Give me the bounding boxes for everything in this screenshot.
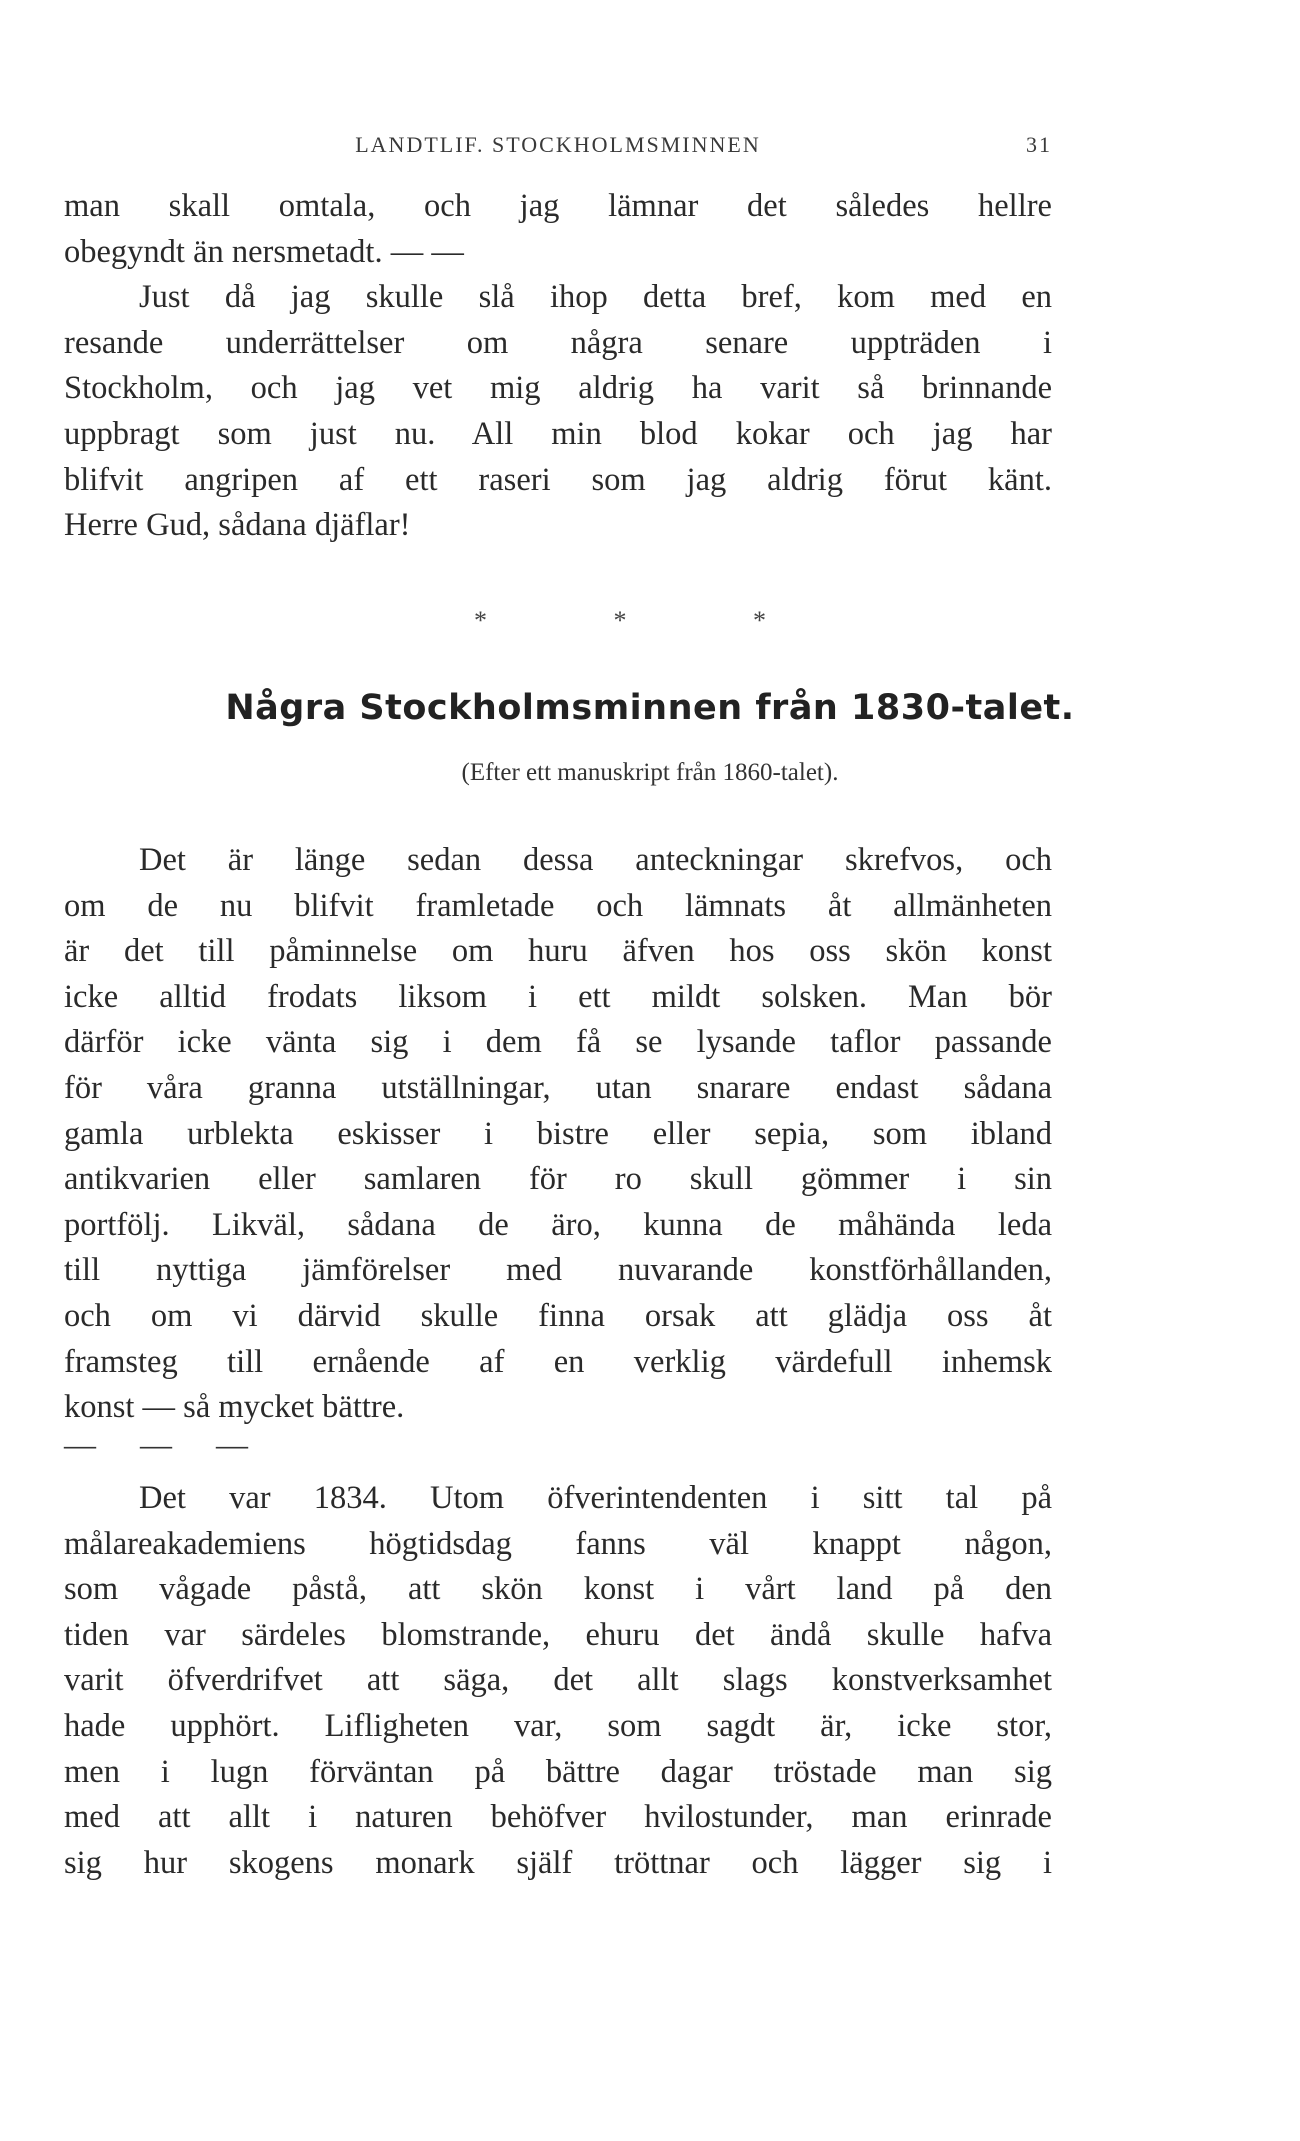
running-head-title: LANDTLIF. STOCKHOLMSMINNEN [355,132,761,157]
section-stars: * * * [474,606,826,635]
text-line: icke alltid frodats liksom i ett mildt solsken. Man bör [64,978,1052,1015]
text-block-2 [64,838,1052,1431]
section-heading: Några Stockholmsminnen från 1830-talet. [225,688,1075,728]
text-line: blifvit angripen af ett raseri som jag aldrig förut känt. [64,461,1052,498]
text-line: framsteg till ernående af en verklig värdefull inhemsk [64,1343,1052,1380]
text-line: Det är länge sedan dessa anteckningar skrefvos, och [139,842,1052,878]
text-line: om de nu blifvit framletade och lämnats åt allmänheten [64,887,1052,924]
text-line: obegyndt än nersmetadt. — — [64,233,464,270]
text-line: gamla urblekta eskisser i bistre eller sepia, som ibland [64,1115,1052,1152]
text-line: varit öfverdrifvet att säga, det allt slags konstverksamhet [64,1662,1052,1699]
text-block-3 [64,1476,1052,1886]
text-line: hade upphört. Lifligheten var, som sagdt är, icke stor, [64,1707,1052,1744]
text-line: tiden var särdeles blomstrande, ehuru det ändå skulle hafva [64,1616,1052,1653]
text-line: resande underrättelser om några senare uppträden i [64,324,1052,361]
text-line: uppbragt som just nu. All min blod kokar och jag har [64,415,1052,452]
text-line: Herre Gud, sådana djäflar! [64,507,411,544]
text-line: är det till påminnelse om huru äfven hos oss skön konst [64,933,1052,970]
running-head [64,132,1052,172]
text-line: Det var 1834. Utom öfverintendenten i sitt tal på [139,1480,1052,1516]
text-line: konst — så mycket bättre. [64,1389,405,1426]
text-line: men i lugn förväntan på bättre dagar tröstade man sig [64,1753,1052,1790]
page-number: 31 [1026,132,1052,157]
text-line: man skall omtala, och jag lämnar det således hellre [64,188,1052,224]
text-line: till nyttiga jämförelser med nuvarande konstförhållanden, [64,1252,1052,1289]
text-line: sig hur skogens monark själf tröttnar och lägger sig i [64,1844,1052,1881]
section-subheading: (Efter ett manuskript från 1860-talet). [461,759,839,786]
text-line: med att allt i naturen behöfver hvilostunder, man erinrade [64,1799,1052,1836]
text-line: portfölj. Likväl, sådana de äro, kunna de måhända leda [64,1206,1052,1243]
dash-separator: — — — [64,1426,266,1462]
text-block-1 [64,184,1052,549]
text-line: antikvarien eller samlaren för ro skull gömmer i sin [64,1161,1052,1198]
text-line: Stockholm, och jag vet mig aldrig ha varit så brinnande [64,370,1052,407]
text-line: för våra granna utställningar, utan snarare endast sådana [64,1069,1052,1106]
text-line: och om vi därvid skulle finna orsak att glädja oss åt [64,1297,1052,1334]
text-line: målareakademiens högtidsdag fanns väl knappt någon, [64,1525,1052,1562]
text-line: därför icke vänta sig i dem få se lysande taflor passande [64,1024,1052,1061]
text-line: Just då jag skulle slå ihop detta bref, kom med en [139,279,1052,316]
text-line: som vågade påstå, att skön konst i vårt land på den [64,1571,1052,1608]
